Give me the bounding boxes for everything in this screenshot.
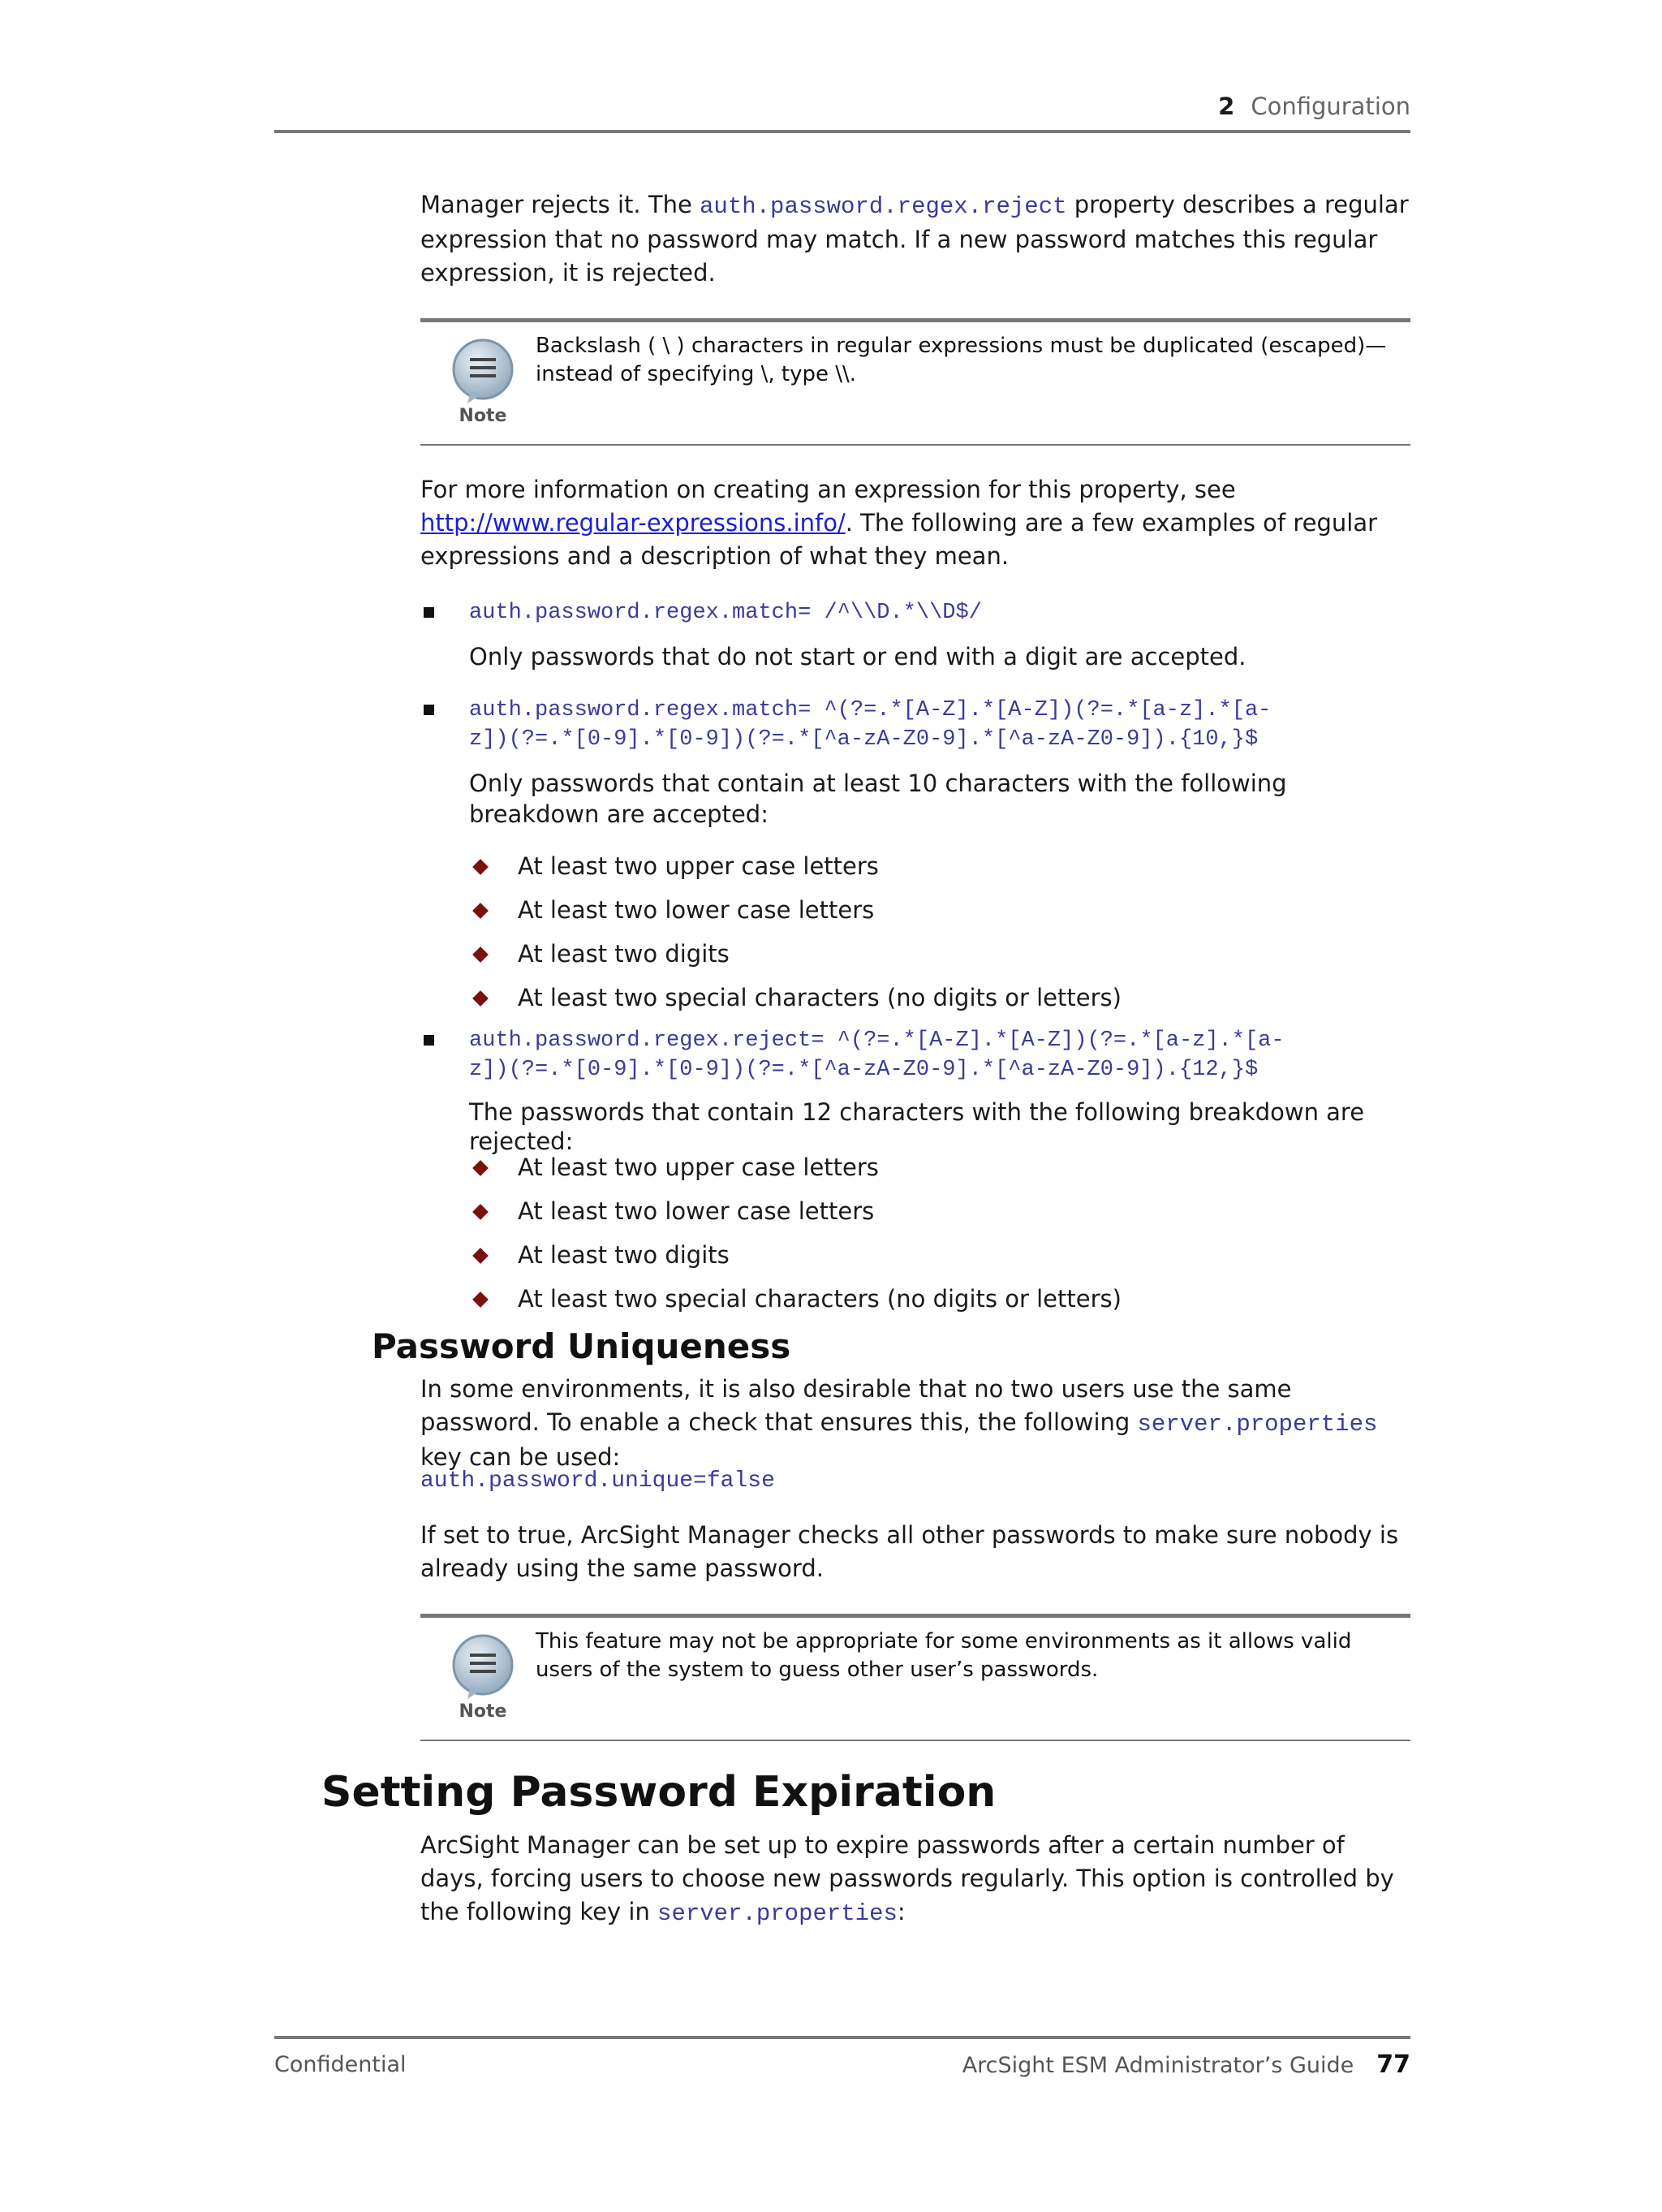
note-icon — [438, 337, 527, 426]
note-text-2: This feature may not be appropriate for some environments as it allows valid users of the system to guess other user’s passwords. — [536, 1629, 1352, 1682]
expiration-text-1: ArcSight Manager can be set up to expire passwords after a certain number of days, forcing users to choose new passwords regularly. This option is controlled by the following key in — [420, 1831, 1394, 1925]
example-2-code-line1: auth.password.regex.match= ^(?=.*[A-Z].*[A-Z])(?=.*[a-z].*[a- — [469, 698, 1272, 722]
example-3-code-line1: auth.password.regex.reject= ^(?=.*[A-Z].*[A-Z])(?=.*[a-z].*[a- — [469, 1028, 1285, 1053]
note-text-1: Backslash ( \ ) characters in regular expressions must be duplicated (escaped)—instead of specifying \, type \\. — [536, 334, 1387, 386]
intro-text-1: Manager rejects it. The — [420, 191, 700, 218]
uniqueness-text-1: In some environments, it is also desirable that no two users use the same password. To enable a check that ensures this, the following — [420, 1375, 1292, 1436]
bullet-diamond — [472, 859, 489, 875]
bullet-square-1 — [424, 607, 434, 618]
example-1-code: auth.password.regex.match= /^\\D.*\\D$/ — [469, 601, 982, 625]
example-3-code-line2: z])(?=.*[0-9].*[0-9])(?=.*[^a-zA-Z0-9].*[^a-zA-Z0-9]).{12,}$ — [469, 1058, 1259, 1082]
example-3-item: At least two upper case letters — [518, 1153, 879, 1181]
chapter-heading — [1218, 93, 1410, 120]
footer-guide-title: ArcSight ESM Administrator’s Guide — [962, 2053, 1354, 2078]
example-3-desc: The passwords that contain 12 characters with the following breakdown are rejected: — [469, 1098, 1365, 1155]
page-header — [274, 89, 1410, 133]
more-info-paragraph — [420, 473, 1410, 573]
example-2-code-line2: z])(?=.*[0-9].*[0-9])(?=.*[^a-zA-Z0-9].*[^a-zA-Z0-9]).{10,}$ — [469, 727, 1259, 752]
example-3-item: At least two digits — [518, 1241, 730, 1269]
section-heading-uniqueness: Password Uniqueness — [372, 1326, 791, 1366]
expiration-text-2: : — [897, 1898, 906, 1925]
intro-code: auth.password.regex.reject — [700, 193, 1067, 220]
footer-confidential: Confidential — [274, 2052, 407, 2077]
section-heading-expiration: Setting Password Expiration — [321, 1768, 997, 1817]
bullet-square-3 — [424, 1035, 434, 1046]
note-box-1 — [420, 318, 1410, 446]
expiration-code: server.properties — [657, 1900, 898, 1927]
intro-text-2: property describes a regular expression that no password may match. If a new password matches this regular expression, it is rejected. — [420, 191, 1409, 287]
page-footer — [274, 2036, 1410, 2080]
more-info-text-1: For more information on creating an expression for this property, see — [420, 476, 1236, 503]
bullet-square-2 — [424, 705, 434, 715]
bullet-diamond — [472, 1160, 489, 1176]
note-label: Note — [459, 1701, 507, 1722]
uniqueness-code-block: auth.password.unique=false — [420, 1468, 775, 1494]
chapter-title: Configuration — [1251, 93, 1410, 120]
example-2-item: At least two lower case letters — [518, 896, 875, 924]
bullet-diamond — [472, 1291, 489, 1308]
example-2-desc: Only passwords that contain at least 10 characters with the following breakdown are accepted: — [469, 770, 1287, 828]
example-3-item: At least two lower case letters — [518, 1197, 875, 1225]
example-2-item: At least two special characters (no digits or letters) — [518, 984, 1122, 1011]
more-info-text-2: . The following are a few examples of regular expressions and a description of what they mean. — [420, 509, 1378, 570]
note-box-2 — [420, 1614, 1410, 1741]
bullet-diamond — [472, 903, 489, 919]
page-number: 77 — [1376, 2050, 1410, 2079]
chapter-number: 2 — [1218, 93, 1235, 120]
intro-paragraph — [420, 188, 1410, 290]
example-3-item: At least two special characters (no digits or letters) — [518, 1285, 1122, 1313]
uniqueness-text-2: key can be used: — [420, 1443, 621, 1471]
uniqueness-text-3: If set to true, ArcSight Manager checks all other passwords to make sure nobody is already using the same password. — [420, 1521, 1399, 1582]
bullet-diamond — [472, 990, 489, 1007]
example-2-item: At least two digits — [518, 940, 730, 968]
uniqueness-code: server.properties — [1137, 1411, 1378, 1438]
uniqueness-paragraph — [420, 1373, 1410, 1474]
example-2-item: At least two upper case letters — [518, 852, 879, 880]
note-icon — [438, 1632, 527, 1722]
footer-right — [962, 2050, 1410, 2079]
bullet-diamond — [472, 1204, 489, 1220]
example-1-desc: Only passwords that do not start or end with a digit are accepted. — [469, 643, 1246, 670]
expiration-paragraph — [420, 1829, 1410, 1930]
bullet-diamond — [472, 946, 489, 963]
note-label: Note — [459, 406, 507, 426]
bullet-diamond — [472, 1248, 489, 1264]
regex-info-link[interactable]: http://www.regular-expressions.info/ — [420, 509, 846, 537]
